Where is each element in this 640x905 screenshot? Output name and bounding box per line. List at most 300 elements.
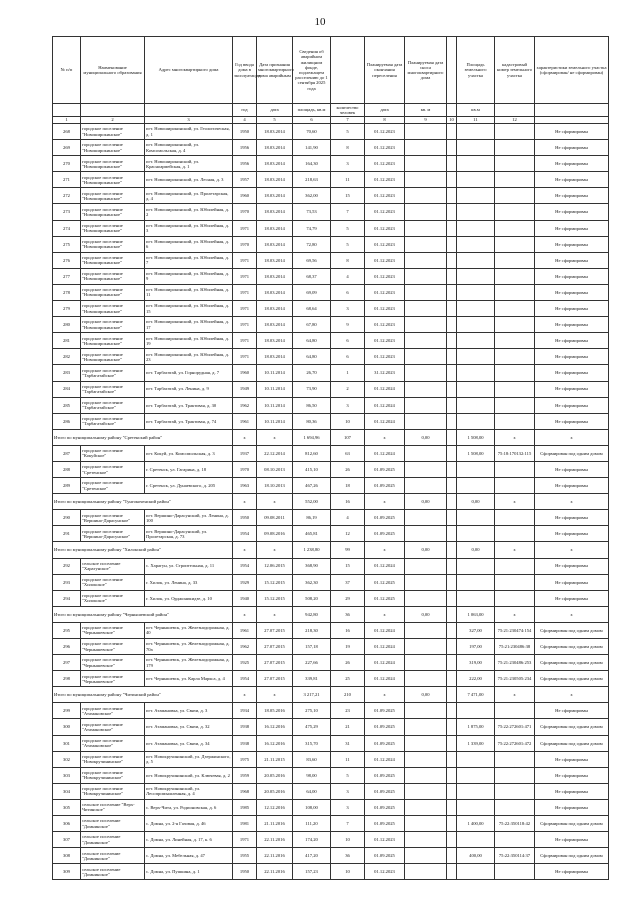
table-cell: 1937 [233,445,257,461]
table-cell: 281 [53,333,81,349]
table-cell: городское поселение "Чернышевское" [81,671,145,687]
table-cell [447,590,457,606]
table-cell [495,220,535,236]
table-cell [457,124,495,140]
header-cell: № п/п [53,37,81,104]
table-cell: пгт. Новоширокинский, ул. Геологическая, д. 1 [145,124,233,140]
table-cell [405,751,447,767]
table-cell: пгт. Тарбагатай, ул. Ленина, д. 9 [145,381,233,397]
table-cell [495,333,535,349]
table-cell: 01.12.2024 [365,558,405,574]
table-cell: 5 [331,236,365,252]
table-cell [457,268,495,284]
table-cell: 1938 [233,719,257,735]
subtotal-label: Итого по муниципальному району "Сретенский район" [53,429,233,445]
subtotal-cell: х [495,606,535,622]
table-cell: 1955 [233,848,257,864]
table-cell: Не сформирован [535,381,609,397]
column-number-cell [535,117,609,124]
table-cell: 111,20 [293,816,331,832]
header-cell: Наименование муниципального образования [81,37,145,104]
table-cell [405,574,447,590]
table-cell: городское поселение "Новокручининское" [81,783,145,799]
table-cell: Не сформирован [535,799,609,815]
table-cell: пгт. Кокуй, ул. Комсомольская, д. 3 [145,445,233,461]
table-cell [457,799,495,815]
table-cell: 1960 [233,365,257,381]
table-cell: 01.09.2025 [365,703,405,719]
table-cell [405,783,447,799]
table-row [53,301,609,317]
subtotal-cell: х [495,687,535,703]
table-cell: городское поселение "Новоширокинское" [81,236,145,252]
subtotal-label: Итого по муниципальному району "Чернышевский район" [53,606,233,622]
table-cell: 67,80 [293,317,331,333]
table-cell [447,655,457,671]
table-cell: 218,30 [293,622,331,638]
table-cell [495,156,535,172]
table-cell: 98,00 [293,767,331,783]
table-cell [405,767,447,783]
table-cell: городское поселение "Новоширокинское" [81,317,145,333]
table-cell: 01.09.2025 [365,799,405,815]
table-cell: 305 [53,799,81,815]
table-cell: 300 [53,719,81,735]
subtotal-cell: х [233,494,257,510]
subtotal-cell: 0,00 [405,542,447,558]
table-row [53,767,609,783]
table-cell: 3 [331,301,365,317]
table-cell: 275 [53,236,81,252]
table-cell [405,365,447,381]
table-cell [495,751,535,767]
subtotal-cell: х [257,606,293,622]
table-cell: 01.09.2025 [365,735,405,751]
table-cell: 1971 [233,268,257,284]
table-cell: 01.09.2025 [365,848,405,864]
table-cell: 1985 [233,799,257,815]
table-row [53,526,609,542]
table-cell: городское поселение "Сретенское" [81,461,145,477]
table-body [53,124,609,880]
table-cell [495,590,535,606]
table-cell [405,397,447,413]
table-cell: 01.12.2025 [365,590,405,606]
table-row [53,236,609,252]
table-cell: 270 [53,156,81,172]
table-cell: пгт. Новоширокинский, ул. Юбилейная, д. 19 [145,333,233,349]
subtotal-cell: 942,80 [293,606,331,622]
table-cell [495,172,535,188]
subtotal-cell: 1 063,00 [457,606,495,622]
table-cell: 21.11.2016 [257,816,293,832]
table-cell: 86,50 [293,397,331,413]
table-cell: 21.11.2015 [257,751,293,767]
table-cell: Сформирован под одним домом [535,655,609,671]
table-cell: 01.12.2024 [365,655,405,671]
table-cell: 271 [53,172,81,188]
table-cell [495,558,535,574]
table-cell: Не сформирован [535,461,609,477]
table-row [53,140,609,156]
table-cell [405,349,447,365]
subtotal-label: Итого по муниципальному району "Тунгокоченский район" [53,494,233,510]
table-row [53,220,609,236]
table-cell: 36 [331,848,365,864]
table-cell: городское поселение "Новоширокинское" [81,188,145,204]
column-number-cell: 6 [293,117,331,124]
table-cell: 302 [53,751,81,767]
table-row [53,478,609,494]
table-cell: 285 [53,397,81,413]
table-cell: 290 [53,510,81,526]
table-cell: городское поселение "Хилокское" [81,574,145,590]
table-cell: Сформирован под одним домом [535,445,609,461]
table-cell: 1954 [233,526,257,542]
table-cell [447,832,457,848]
table-cell: 75:21:230474:154 [495,622,535,638]
table-cell [405,510,447,526]
table-cell: 01.12.2024 [365,397,405,413]
table-cell: 294 [53,590,81,606]
table-cell: 1981 [233,816,257,832]
table-cell: 09.08.2011 [257,510,293,526]
table-cell: 01.12.2023 [365,317,405,333]
table-cell [447,639,457,655]
subtotal-cell: 36 [331,606,365,622]
table-cell: Не сформирован [535,832,609,848]
table-cell: 12 [331,526,365,542]
table-cell [447,751,457,767]
unit-cell [447,104,457,117]
subtotal-row [53,542,609,558]
table-cell [405,124,447,140]
table-cell: Не сформирован [535,574,609,590]
header-cell: Планируемая дата окончания переселения [365,37,405,104]
table-cell: 222,00 [457,671,495,687]
table-cell: пгт. Новоширокинский, ул. Юбилейная, д. 11 [145,284,233,300]
header-units [53,104,609,117]
table-cell: городское поселение "Сретенское" [81,478,145,494]
column-number-cell: 11 [457,117,495,124]
table-cell [447,703,457,719]
table-cell: 18.03.2014 [257,156,293,172]
table-cell [447,140,457,156]
table-cell: 306 [53,816,81,832]
table-cell [447,735,457,751]
column-number-cell: 12 [495,117,535,124]
table-cell: 01.12.2023 [365,188,405,204]
table-cell: 18.03.2014 [257,284,293,300]
table-cell: 1954 [233,671,257,687]
table-cell [457,397,495,413]
table-cell: 20.05.2016 [257,783,293,799]
table-cell: сельское поселение "Домнинское" [81,832,145,848]
table-cell: пгт. Новоширокинский, ул. Пролетарская, д. 4 [145,188,233,204]
table-cell [447,848,457,864]
table-cell [447,397,457,413]
table-cell [405,156,447,172]
table-cell: 75:21:230486:253 [495,655,535,671]
table-cell: городское поселение "Новоширокинское" [81,124,145,140]
table-cell: 15.12.2015 [257,574,293,590]
table-cell: городское поселение "Новокручининское" [81,767,145,783]
table-cell: 68,37 [293,268,331,284]
table-cell: 01.12.2024 [365,413,405,429]
table-cell [495,140,535,156]
table-cell: Не сформирован [535,333,609,349]
table-cell: 339,81 [293,671,331,687]
column-number-cell: 8 [365,117,405,124]
table-cell: 01.12.2024 [365,381,405,397]
table-row [53,655,609,671]
table-cell: 269 [53,140,81,156]
table-cell: городское поселение "Новоширокинское" [81,140,145,156]
table-cell [447,461,457,477]
table-cell: 308 [53,848,81,864]
table-cell: пгт. Новоширокинский, ул. Юбилейная, д. 3 [145,220,233,236]
header-cell [447,37,457,104]
table-cell: 327,00 [457,622,495,638]
table-cell: Не сформирован [535,268,609,284]
table-cell: Не сформирован [535,188,609,204]
unit-cell: кв.м [457,104,495,117]
table-cell: 295 [53,622,81,638]
table-cell: 157,23 [293,864,331,880]
table-cell: 26 [331,655,365,671]
table-cell: Не сформирован [535,397,609,413]
table-cell: 6 [331,349,365,365]
table-cell: Не сформирован [535,767,609,783]
table-row [53,783,609,799]
table-cell: городское поселение "Новоширокинское" [81,301,145,317]
table-cell: пгт. Атамановка, ул. Связи, д. 3 [145,703,233,719]
subtotal-cell: 1 238,80 [293,542,331,558]
table-cell [495,703,535,719]
unit-cell [81,104,145,117]
table-cell: 75:21:230505:234 [495,671,535,687]
table-cell: Не сформирован [535,252,609,268]
header-cell: Сведения об аварийном жилищном фонде, подлежащем расселению до 1 сентября 2025 года [293,37,331,104]
subtotal-cell: х [365,687,405,703]
subtotal-cell: 0,00 [457,542,495,558]
table-cell: 10 [331,832,365,848]
table-row [53,735,609,751]
table-cell: 304 [53,783,81,799]
table-cell: 273 [53,204,81,220]
table-cell: 9 [331,317,365,333]
table-cell [405,236,447,252]
table-cell: 26 [331,461,365,477]
table-cell: пгт. Новоширокинский, ул. Юбилейная, д. 9 [145,268,233,284]
table-cell [457,204,495,220]
subtotal-cell: х [233,606,257,622]
table-row [53,333,609,349]
table-cell: 277 [53,268,81,284]
table-row [53,639,609,655]
header-numbers [53,117,609,124]
table-cell [405,301,447,317]
table-cell [495,526,535,542]
table-cell: 68,64 [293,301,331,317]
table-cell [447,542,457,558]
table-cell: 1950 [233,124,257,140]
table-cell [457,333,495,349]
table-cell: 11 [331,751,365,767]
table-cell: 01.12.2023 [365,140,405,156]
table-row [53,864,609,880]
table-cell: Сформирован под одним домом [535,719,609,735]
table-cell [495,767,535,783]
table-cell: городское поселение "Тарбагатайское" [81,381,145,397]
table-cell: 278 [53,284,81,300]
table-cell: 21 [331,719,365,735]
table-cell: сельское поселение "Домнинское" [81,816,145,832]
table-cell [447,558,457,574]
table-cell: 01.12.2023 [365,236,405,252]
table-cell: Не сформирован [535,365,609,381]
table-cell: 10.11.2014 [257,365,293,381]
table-cell [447,429,457,445]
table-cell [457,751,495,767]
unit-cell: год [233,104,257,117]
table-cell [447,349,457,365]
table-cell: 18.03.2014 [257,236,293,252]
table-cell: 283 [53,365,81,381]
table-cell: 10.11.2014 [257,413,293,429]
table-cell: городское поселение "Атамановское" [81,703,145,719]
table-cell [405,703,447,719]
table-cell: 1925 [233,655,257,671]
table-cell: пгт. Новоширокинский, ул. Юбилейная, д. 7 [145,252,233,268]
table-row [53,848,609,864]
table-cell: Не сформирован [535,301,609,317]
table-cell: Сформирован под одним домом [535,671,609,687]
table-cell [447,333,457,349]
table-cell: 01.09.2025 [365,510,405,526]
table-cell: 18.03.2014 [257,204,293,220]
subtotal-row [53,606,609,622]
table-cell: сельское поселение "Харагунское" [81,558,145,574]
table-cell: Сформирован под одним домом [535,848,609,864]
table-row [53,349,609,365]
column-number-cell: 9 [405,117,447,124]
table-cell [495,381,535,397]
table-cell: 01.12.2023 [365,268,405,284]
table-cell [405,461,447,477]
table-cell: 4 [331,268,365,284]
table-cell [447,381,457,397]
page-number: 10 [314,16,326,28]
table-cell [457,413,495,429]
table-cell [405,284,447,300]
table-cell [405,816,447,832]
table-cell [495,783,535,799]
table-cell: 18.03.2014 [257,124,293,140]
table-cell [447,317,457,333]
table-cell: 01.12.2024 [365,445,405,461]
unit-cell: количество человек [331,104,365,117]
table-row [53,703,609,719]
table-cell: 22.11.2016 [257,832,293,848]
table-cell [405,317,447,333]
table-cell [457,188,495,204]
table-cell [405,832,447,848]
table-cell: 467,26 [293,478,331,494]
table-cell: 1962 [233,639,257,655]
table-cell: 1950 [233,864,257,880]
table-cell: 415,10 [293,461,331,477]
table-cell [457,590,495,606]
table-cell: 1950 [233,510,257,526]
table-cell [457,301,495,317]
header-cell: Год ввода дома в эксплуатацию [233,37,257,104]
table-cell: 15.12.2015 [257,590,293,606]
table-cell: 01.09.2025 [365,719,405,735]
table-row [53,719,609,735]
table-cell: 1940 [233,590,257,606]
table-cell: 298 [53,671,81,687]
table-cell: 465,81 [293,526,331,542]
table-cell [447,622,457,638]
subtotal-cell: 0,00 [405,606,447,622]
table-cell [405,204,447,220]
table-cell [405,252,447,268]
table-cell [405,413,447,429]
table-cell: городское поселение "Вершино-Дарасунское" [81,526,145,542]
table-cell: 31.12.2023 [365,365,405,381]
table-cell: 74,79 [293,220,331,236]
table-cell: городское поселение "Кокуйское" [81,445,145,461]
table-row [53,252,609,268]
table-cell [495,252,535,268]
table-cell: пгт. Новоширокинский, ул. Юбилейная, д. 6 [145,236,233,252]
table-cell [457,365,495,381]
table-cell [495,478,535,494]
table-row [53,622,609,638]
table-cell [495,510,535,526]
table-cell: 01.09.2025 [365,478,405,494]
table-cell: 27.07.2015 [257,622,293,638]
table-cell: 1962 [233,397,257,413]
subtotal-cell: х [233,687,257,703]
table-cell: 75:21:230486:38 [495,639,535,655]
table-cell [495,832,535,848]
table-cell: Не сформирован [535,172,609,188]
table-cell: 282 [53,349,81,365]
table-cell [457,284,495,300]
table-cell: 72,80 [293,236,331,252]
table-cell: 297 [53,655,81,671]
table-cell [457,526,495,542]
table-cell [447,671,457,687]
table-cell: 27.07.2015 [257,671,293,687]
subtotal-cell: х [535,494,609,510]
table-cell: пгт. Новокручининский, ул. Дзержинского, д. 5 [145,751,233,767]
table-cell: 3 [331,156,365,172]
table-cell: 812,60 [293,445,331,461]
table-cell: городское поселение "Новоширокинское" [81,284,145,300]
table-cell: 10.11.2014 [257,381,293,397]
table-cell [457,558,495,574]
table-cell: 279 [53,301,81,317]
table-cell: Не сформирован [535,156,609,172]
table-cell: 307 [53,832,81,848]
table-cell: 5 [331,124,365,140]
table-cell [405,478,447,494]
table-cell: Не сформирован [535,558,609,574]
table-cell: пгт. Тарбагатай, ул. Горнорудная, д. 7 [145,365,233,381]
